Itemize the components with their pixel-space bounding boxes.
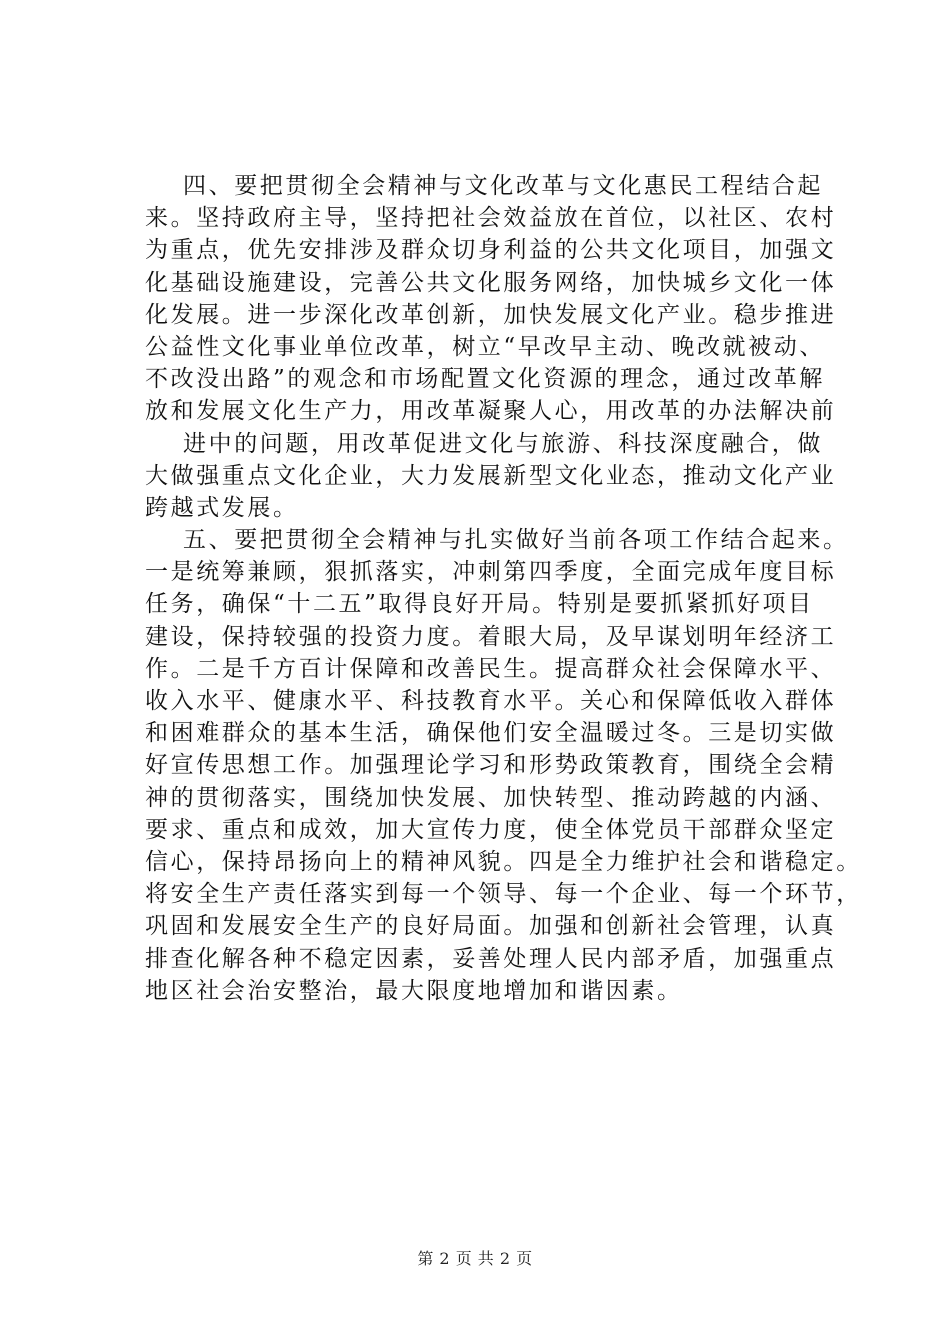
text-line: 地区社会治安整治，最大限度地增加和谐因素。 (145, 977, 683, 1004)
text-line: 一是统筹兼顾，狠抓落实，冲刺第四季度，全面完成年度目标 (145, 559, 837, 586)
document-body (145, 170, 862, 1007)
text-line: 排查化解各种不稳定因素，妥善处理人民内部矛盾，加强重点 (145, 945, 837, 972)
text-line: 化基础设施建设，完善公共文化服务网络，加快城乡文化一体 (145, 269, 837, 296)
page-footer: 第 2 页 共 2 页 (417, 1249, 533, 1268)
text-line: 进中的问题，用改革促进文化与旅游、科技深度融合，做 (183, 430, 823, 457)
text-line: 收入水平、健康水平、科技教育水平。关心和保障低收入群体 (145, 688, 837, 714)
text-line: 放和发展文化生产力，用改革凝聚人心，用改革的办法解决前 (145, 398, 837, 425)
text-line: 不改没出路”的观念和市场配置文化资源的理念，通过改革解 (145, 366, 825, 393)
text-line: 巩固和发展安全生产的良好局面。加强和创新社会管理，认真 (145, 913, 837, 940)
text-line: 将安全生产责任落实到每一个领导、每一个企业、每一个环节， (145, 881, 862, 908)
text-line: 作。二是千方百计保障和改善民生。提高群众社会保障水平、 (145, 655, 837, 682)
text-line: 信心，保持昂扬向上的精神风貌。四是全力维护社会和谐稳定。 (145, 848, 862, 875)
text-line: 来。坚持政府主导，坚持把社会效益放在首位，以社区、农村 (145, 205, 837, 232)
text-line: 神的贯彻落实，围绕加快发展、加快转型、推动跨越的内涵、 (145, 784, 837, 811)
text-line: 跨越式发展。 (145, 494, 299, 521)
text-line: 公益性文化事业单位改革，树立“早改早主动、晚改就被动、 (145, 333, 825, 360)
text-line: 化发展。进一步深化改革创新，加快发展文化产业。稳步推进 (145, 301, 837, 328)
text-line: 五、要把贯彻全会精神与扎实做好当前各项工作结合起来。 (183, 527, 849, 554)
text-line: 好宣传思想工作。加强理论学习和形势政策教育，围绕全会精 (145, 752, 837, 779)
text-line: 大做强重点文化企业，大力发展新型文化业态，推动文化产业 (145, 462, 837, 489)
text-line: 和困难群众的基本生活，确保他们安全温暖过冬。三是切实做 (145, 720, 837, 747)
text-line: 要求、重点和成效，加大宣传力度，使全体党员干部群众坚定 (145, 816, 837, 843)
text-line: 为重点，优先安排涉及群众切身利益的公共文化项目，加强文 (145, 237, 837, 264)
text-line: 建设，保持较强的投资力度。着眼大局，及早谋划明年经济工 (145, 623, 837, 650)
text-line: 四、要把贯彻全会精神与文化改革与文化惠民工程结合起 (183, 173, 823, 199)
text-line: 任务，确保“十二五”取得良好开局。特别是要抓紧抓好项目 (145, 591, 814, 618)
